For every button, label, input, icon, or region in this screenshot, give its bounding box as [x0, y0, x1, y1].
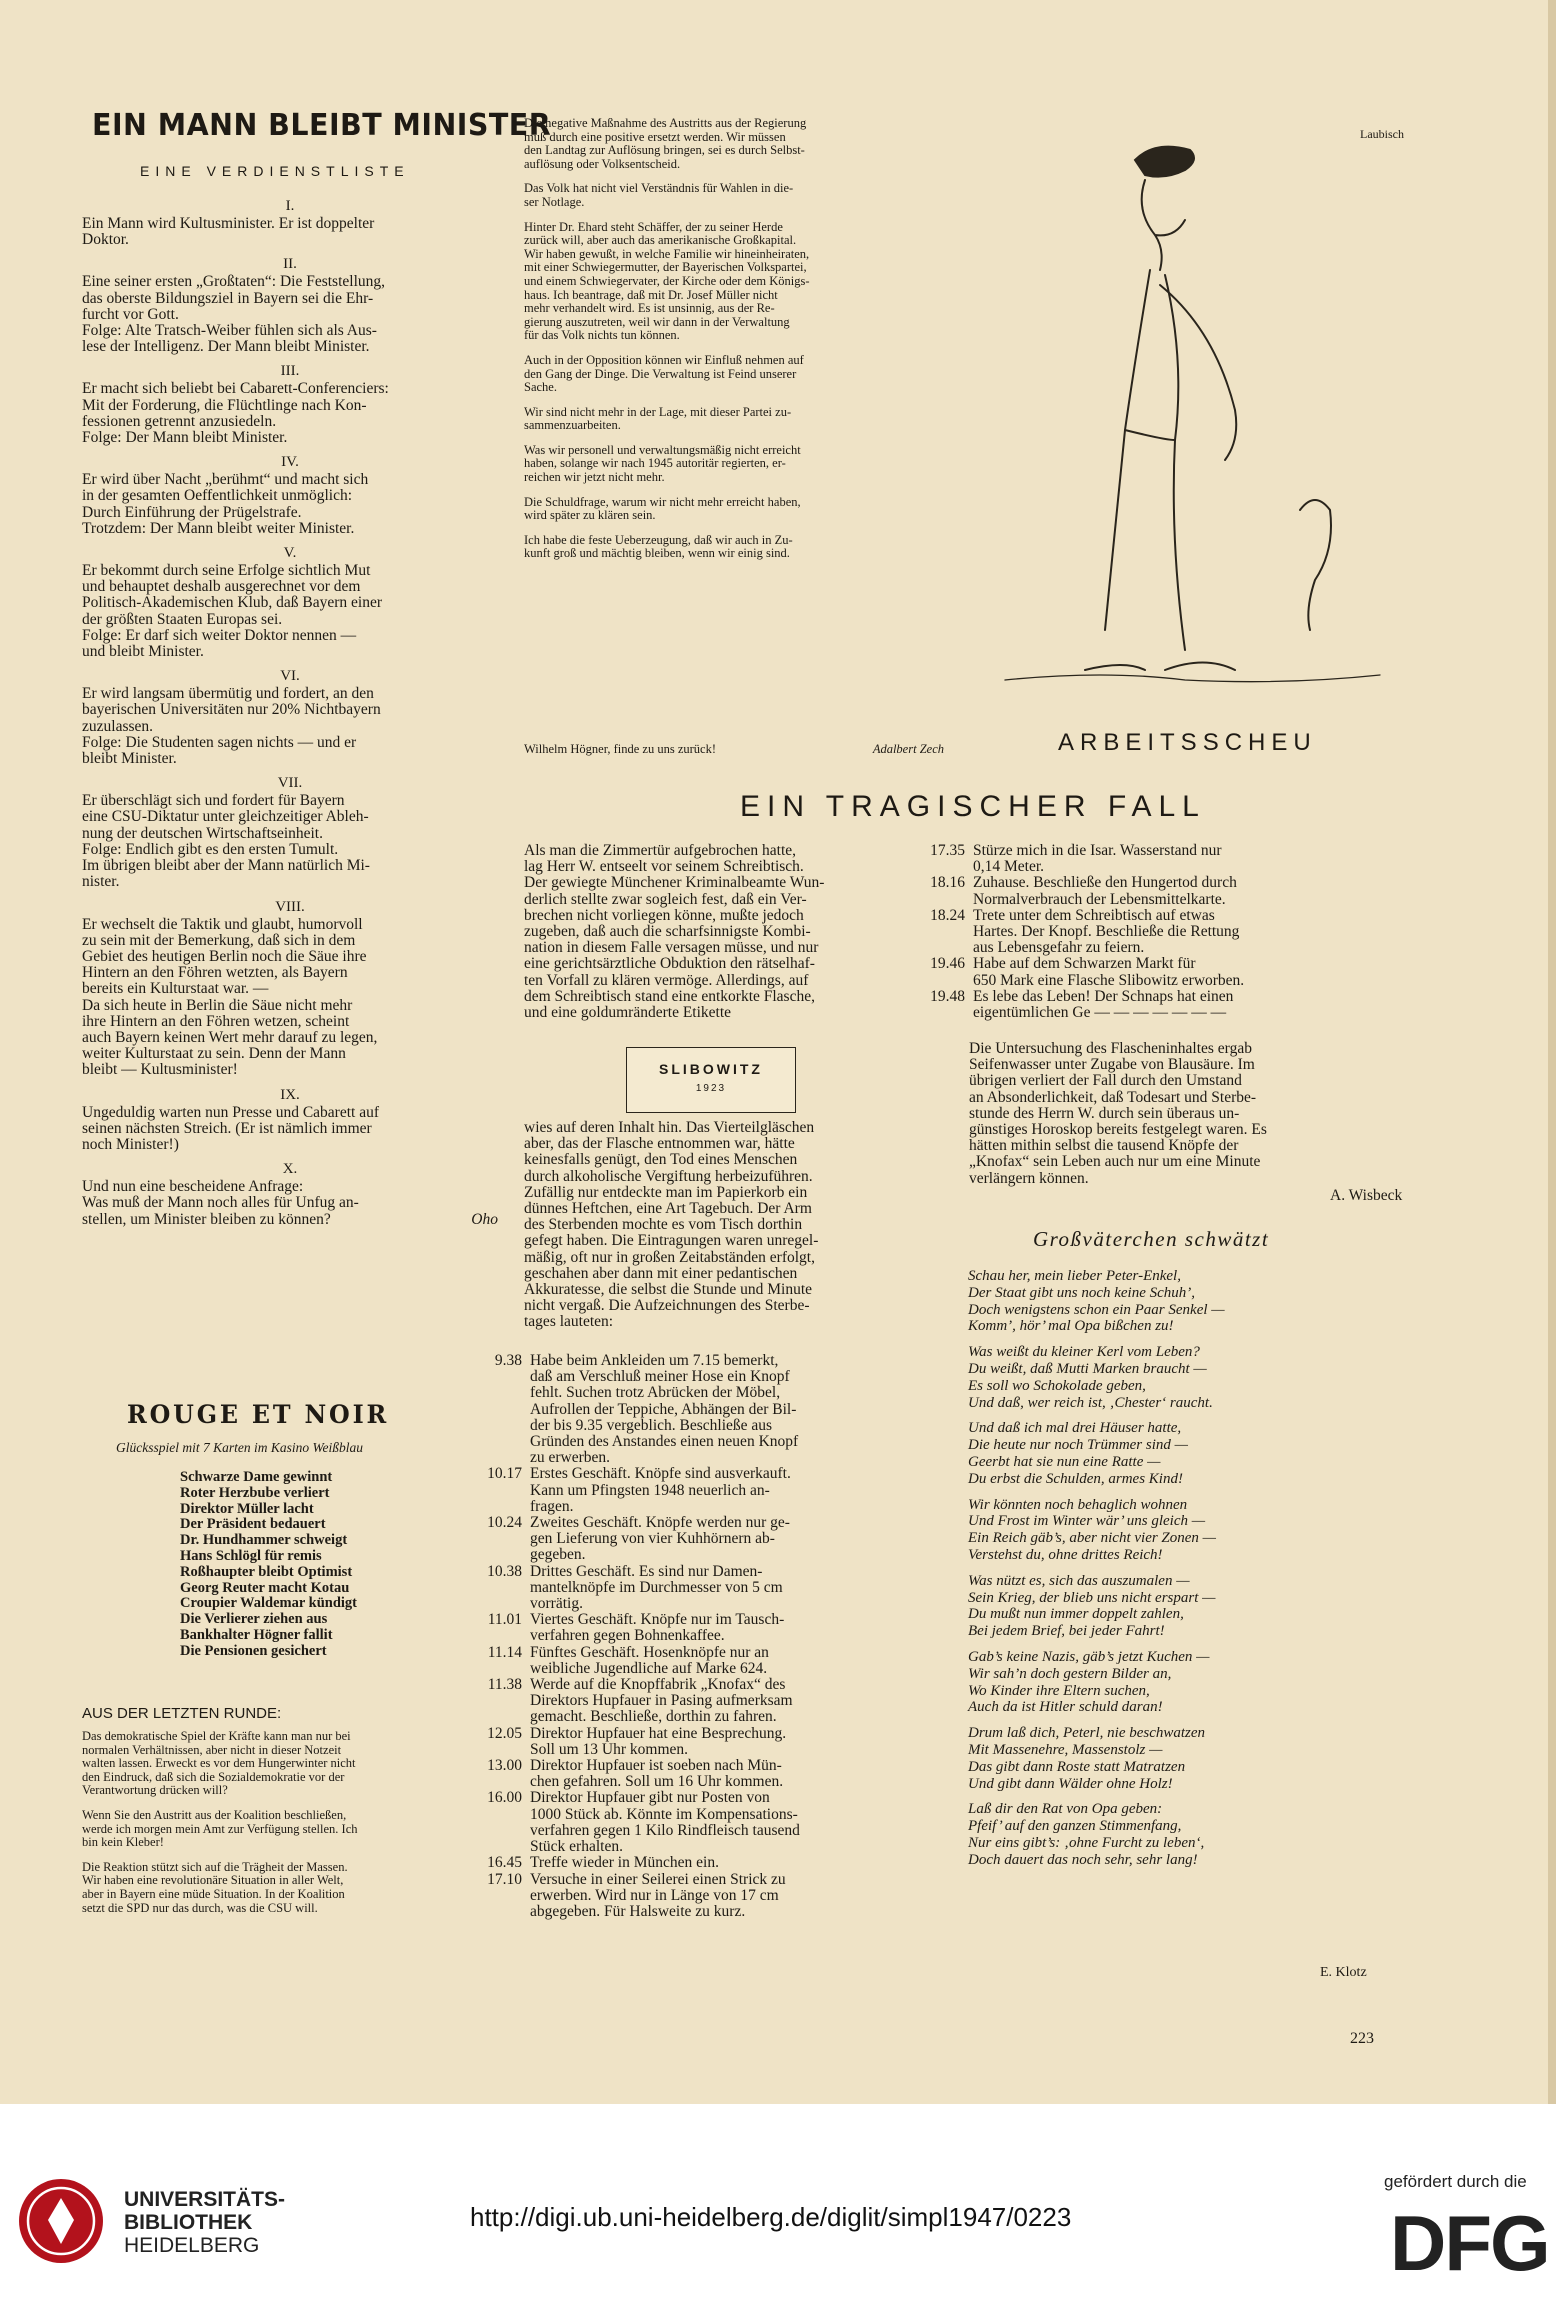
entry-time: 10.38	[487, 1562, 522, 1580]
tragic-case-intro: Als man die Zimmertür aufgebrochen hatte, lag Herr W. entseelt vor seinem Schreibtisch. Der gewiegte Münchener Kriminalbeamte Wun- derlich stellte zwar sogleich fest, daß ein Ver- brechen nicht vorliegen könne, mußte jedoch zugeben, daß auch die scharfsinnigste Kombi- nation in diesem Falle versagen müsse, und nur eine gerichtsärztliche Obduktion den rätselhaf- ten Vorfall zu klären vermöge. Allerdings, auf dem Schreibtisch stand eine entkorkte Flasche, und eine goldumränderte Etikette	[524, 842, 825, 1022]
quote-paragraph: Die Reaktion stützt sich auf die Trägheit der Massen. Wir haben eine revolutionäre Situation in aller Welt, aber in Bayern eine müde Situation. In der Koalition setzt die SPD nur das durch, was die CSU will.	[82, 1859, 348, 1915]
quotes-signature	[524, 742, 954, 757]
section-3	[82, 363, 498, 446]
quote-paragraph: Die Schuldfrage, warum wir nicht mehr erreicht haben, wird später zu klären sein.	[524, 494, 801, 523]
entry-text: Drittes Geschäft. Es sind nur Damen- mantelknöpfe im Durchmesser von 5 cm vorrätig.	[530, 1562, 783, 1613]
article-author: Oho	[471, 1210, 498, 1228]
tragic-case-body: wies auf deren Inhalt hin. Das Vierteilgläschen aber, das der Flasche entnommen war, hätte keinesfalls genügt, den Tod eines Menschen durch alkoholische Vergiftung herbeizuführen. Zufällig nur entdeckte man im Papierkorb ein dünnes Heftchen, eine Art Tagebuch. Der Arm des Sterbenden mochte es vom Tisch dorthin gefegt haben. Die Eintragungen waren unregel- mäßig, oft nur in großen Zeitabständen erfolgt, geschahen aber dann mit einer pedantischen Akkuratesse, die selbst die Stunde und Minute nicht vergaß. Die Aufzeichnungen des Sterbe- tages lauteten:	[524, 1119, 819, 1331]
quote-paragraph: Das Volk hat nicht viel Verständnis für Wahlen in die- ser Notlage.	[524, 181, 794, 209]
rouge-item: Roßhaupter bleibt Optimist	[180, 1563, 353, 1580]
rouge-item: Die Verlierer ziehen aus	[180, 1611, 328, 1628]
section-number: X.	[282, 1161, 298, 1178]
tragic-case-title: EIN TRAGISCHER FALL	[740, 790, 1206, 823]
uni-line-2: BIBLIOTHEK	[124, 2211, 253, 2234]
entry-time: 16.45	[487, 1854, 522, 1872]
rouge-et-noir-list	[180, 1470, 480, 1660]
section-2	[82, 256, 498, 355]
section-text: Ein Mann wird Kultusminister. Er ist doppelter Doktor.	[82, 215, 375, 249]
section-number: VI.	[280, 668, 300, 685]
entry-text: Es lebe das Leben! Der Schnaps hat einen eigentümlichen Ge — — — — — — —	[973, 987, 1234, 1022]
article-subtitle-minister: EINE VERDIENSTLISTE	[140, 163, 410, 179]
poem-body	[968, 1268, 1398, 1878]
article-title-minister: EIN MANN BLEIBT MINISTER	[92, 108, 552, 143]
poem-stanza	[968, 1497, 1398, 1564]
poem-line: Und daß, wer reich ist, ‚Chester‘ raucht.	[968, 1394, 1213, 1411]
poem-line: Laß dir den Rat von Opa geben:	[968, 1801, 1163, 1818]
rouge-item: Dr. Hundhammer schweigt	[180, 1532, 348, 1549]
section-4	[82, 454, 498, 537]
rouge-item: Hans Schlögl für remis	[180, 1547, 322, 1564]
rouge-et-noir-title: ROUGE ET NOIR	[127, 1400, 390, 1429]
entry-time: 18.24	[930, 906, 965, 924]
poem-line: Nur eins gibt’s: ‚ohne Furcht zu leben‘,	[968, 1834, 1205, 1851]
label-year: 1923	[695, 1083, 727, 1094]
quote-paragraph: Die negative Maßnahme des Austritts aus der Regierung muß durch eine positive ersetzt werden. Wir müssen den Landtag zur Auflösung bringen, sei es durch Selbst- auflösung oder Volksentscheid.	[524, 116, 807, 171]
diary-entry	[474, 1515, 954, 1564]
poem-line: Wir sah’n doch gestern Bilder an,	[968, 1665, 1172, 1682]
rouge-item: Roter Herzbube verliert	[180, 1484, 330, 1501]
poem-line: Das gibt dann Roste statt Matratzen	[968, 1758, 1186, 1775]
quote-paragraph: Ich habe die feste Ueberzeugung, daß wir auch in Zu- kunft groß und mächtig bleiben, wenn wir einig sind.	[524, 532, 793, 561]
rouge-item: Der Präsident bedauert	[180, 1516, 326, 1533]
poem-line: Schau her, mein lieber Peter-Enkel,	[968, 1268, 1181, 1284]
diary-entries-a	[474, 1353, 954, 1920]
last-round-quotes	[82, 1730, 502, 1926]
uni-line-1: UNIVERSITÄTS-	[124, 2188, 286, 2211]
section-text: Er wird langsam übermütig und fordert, an den bayerischen Universitäten nur 20% Nichtbayern zuzulassen. Folge: Die Studenten sagen nichts — und er bleibt Minister.	[82, 685, 381, 768]
diary-entry	[474, 1758, 954, 1790]
label-name: SLIBOWITZ	[659, 1061, 763, 1077]
poem-stanza	[968, 1268, 1398, 1335]
poem-line: Was weißt du kleiner Kerl vom Leben?	[968, 1344, 1200, 1361]
entry-text: Habe auf dem Schwarzen Markt für 650 Mark eine Flasche Slibowitz erworben.	[973, 955, 1245, 989]
section-number: VIII.	[275, 898, 305, 915]
entry-time: 12.05	[487, 1724, 522, 1742]
entry-text: Werde auf die Knopffabrik „Knofax“ des Direktors Hupfauer in Pasing aufmerksam gemacht. Beschließe, dorthin zu fahren.	[530, 1676, 793, 1726]
rouge-et-noir-subtitle: Glücksspiel mit 7 Karten im Kasino Weißblau	[116, 1440, 363, 1455]
entry-text: Trete unter dem Schreibtisch auf etwas Hartes. Der Knopf. Beschließe die Rettung aus Lebensgefahr zu feiern.	[973, 906, 1240, 957]
entry-time: 10.24	[487, 1514, 522, 1532]
entry-text: Viertes Geschäft. Knöpfe nur im Tausch- verfahren gegen Bohnenkaffee.	[530, 1611, 785, 1645]
entry-time: 9.38	[494, 1352, 522, 1369]
poem-line: Und Frost im Winter wär’ uns gleich —	[968, 1513, 1206, 1530]
rouge-item: Croupier Waldemar kündigt	[180, 1595, 357, 1612]
entry-text: Zweites Geschäft. Knöpfe werden nur ge- gen Lieferung von vier Kuhhörnern ab- gegeben.	[530, 1514, 790, 1564]
poem-line: Du erbst die Schulden, armes Kind!	[968, 1470, 1183, 1487]
section-number: V.	[283, 545, 297, 562]
poem-line: Pfeif’ auf den ganzen Stimmenfang,	[968, 1818, 1182, 1835]
poem-stanza	[968, 1573, 1398, 1640]
minister-sections	[82, 190, 498, 1228]
last-round-heading: AUS DER LETZTEN RUNDE:	[82, 1705, 282, 1722]
section-number: II.	[283, 256, 297, 273]
poem-line: Mit Massenehre, Massenstolz —	[968, 1741, 1163, 1758]
poem-line: Es soll wo Schokolade geben,	[968, 1377, 1146, 1394]
cartoon-drawing	[985, 110, 1385, 710]
funded-by-text: gefördert durch die	[1384, 2172, 1527, 2191]
cartoon-caption: ARBEITSSCHEU	[1058, 729, 1317, 756]
signature-right: Adalbert Zech	[872, 742, 944, 756]
tragic-case-author: A. Wisbeck	[1330, 1187, 1403, 1204]
diary-entries-b	[917, 843, 1397, 1021]
poem-line: Du mußt nun immer doppelt zahlen,	[968, 1606, 1184, 1623]
entry-text: Versuche in einer Seilerei einen Strick zu erwerben. Wird nur in Länge von 17 cm abgegeben. Für Halsweite zu kurz.	[530, 1870, 786, 1920]
entry-time: 19.48	[930, 987, 965, 1005]
poem-line: Der Staat gibt uns noch keine Schuh’,	[968, 1284, 1196, 1301]
section-number: III.	[280, 363, 300, 380]
section-6	[82, 668, 498, 767]
poem-line: Verstehst du, ohne drittes Reich!	[968, 1546, 1163, 1563]
poem-line: Gab’s keine Nazis, gäb’s jetzt Kuchen —	[968, 1648, 1210, 1665]
rouge-item: Georg Reuter macht Kotau	[180, 1579, 350, 1596]
diary-entry	[474, 1612, 954, 1644]
university-library-name	[124, 2188, 285, 2257]
section-text: Er bekommt durch seine Erfolge sichtlich Mut und behauptet deshalb ausgerechnet vor dem Politisch-Akademischen Klub, daß Bayern einer der größten Staaten Europas sei. Folge: Er darf sich weiter Doktor nennen — und bleibt Minister.	[82, 562, 383, 661]
entry-time: 11.01	[487, 1611, 522, 1629]
rouge-item: Direktor Müller lacht	[180, 1500, 314, 1517]
diary-entry	[917, 875, 1397, 907]
entry-time: 16.00	[487, 1789, 522, 1807]
section-text: Er wechselt die Taktik und glaubt, humorvoll zu sein mit der Bemerkung, daß sich in dem Gebiet des heutigen Berlin noch die Säue ihre Hintern an den Föhren wetzten, als Bayern bereits ein Kulturstaat war. — Da sich heute in Berlin die Säue nicht mehr ihre Hintern an den Föhren wetzen, scheint auch Bayern keinen Wert mehr darauf zu legen, weiter Kulturstaat zu sein. Denn der Mann bleibt — Kultusminister!	[82, 915, 378, 1079]
section-text: Ungeduldig warten nun Presse und Cabarett auf seinen nächsten Streich. (Er ist nämlich immer noch Minister!)	[82, 1103, 380, 1153]
cartoon-hat	[1135, 147, 1194, 177]
section-number: I.	[285, 198, 295, 214]
poem-line: Wo Kinder ihre Eltern suchen,	[968, 1682, 1150, 1699]
poem-stanza	[968, 1725, 1398, 1792]
diary-entry	[474, 1855, 954, 1871]
entry-text: Erstes Geschäft. Knöpfe sind ausverkauft. Kann um Pfingsten 1948 neuerlich an- fragen.	[530, 1465, 791, 1515]
rouge-item: Schwarze Dame gewinnt	[180, 1469, 333, 1485]
entry-time: 11.38	[487, 1676, 522, 1694]
entry-time: 17.10	[487, 1870, 522, 1888]
diary-entry	[917, 908, 1397, 957]
poem-line: Drum laß dich, Peterl, nie beschwatzen	[968, 1725, 1206, 1742]
poem-line: Sein Krieg, der blieb uns nicht erspart —	[968, 1589, 1216, 1606]
diary-entry	[917, 989, 1397, 1021]
section-text: Er überschlägt sich und fordert für Bayern eine CSU-Diktatur unter gleichzeitiger Ableh- nung der deutschen Wirtschaftseinheit. Folge: Endlich gibt es den ersten Tumult. Im übrigen bleibt aber der Mann natürlich Mi- nister.	[82, 792, 370, 891]
slibowitz-label	[626, 1047, 796, 1113]
diary-entry	[474, 1466, 954, 1515]
diary-entry	[474, 1726, 954, 1758]
section-text: Eine seiner ersten „Großtaten“: Die Feststellung, das oberste Bildungsziel in Bayern sei die Ehr- furcht vor Gott. Folge: Alte Tratsch-Weiber fühlen sich als Aus- lese der Intelligenz. Der Mann bleibt Minister.	[82, 273, 386, 356]
poem-line: Geerbt hat sie nun eine Ratte —	[968, 1453, 1161, 1470]
entry-time: 11.14	[487, 1643, 522, 1661]
diary-entry	[474, 1677, 954, 1726]
poem-line: Was nützt es, sich das auszumalen —	[968, 1572, 1190, 1589]
entry-time: 17.35	[930, 842, 965, 859]
page-number: 223	[1350, 2030, 1374, 2047]
poem-author: E. Klotz	[1320, 1965, 1367, 1980]
uni-line-3: HEIDELBERG	[124, 2234, 260, 2257]
poem-title: Großväterchen schwätzt	[1033, 1227, 1270, 1251]
footer-bar	[0, 2104, 1556, 2301]
poem-stanza	[968, 1420, 1398, 1487]
poem-line: Doch dauert das noch sehr, sehr lang!	[968, 1851, 1198, 1868]
entry-text: Zuhause. Beschließe den Hungertod durch Normalverbrauch der Lebensmittelkarte.	[973, 874, 1237, 908]
entry-text: Fünftes Geschäft. Hosenknöpfe nur an weibliche Jugendliche auf Marke 624.	[530, 1643, 769, 1677]
rouge-item: Bankhalter Högner fallit	[180, 1626, 333, 1643]
diary-entry	[474, 1353, 954, 1466]
poem-line: Und daß ich mal drei Häuser hatte,	[968, 1420, 1182, 1437]
section-7	[82, 775, 498, 890]
entry-text: Direktor Hupfauer gibt nur Posten von 1000 Stück ab. Könnte im Kompensations- verfahren gegen 1 Kilo Rindfleisch tausend Stück erhalten.	[530, 1789, 800, 1856]
poem-line: Doch wenigstens schon ein Paar Senkel —	[968, 1301, 1225, 1318]
quote-paragraph: Das demokratische Spiel der Kräfte kann man nur bei normalen Verhältnissen, aber nicht in dieser Notzeit walten lassen. Erweckt es vor dem Hungerwinter nicht den Eindruck, daß sich die Sozialdemokratie vor der Verantwortung drücken will?	[82, 1729, 356, 1798]
signature-left: Wilhelm Högner, finde zu uns zurück!	[524, 742, 716, 756]
tragic-case-conclusion: Die Untersuchung des Flascheninhaltes ergab Seifenwasser unter Zugabe von Blausäure. Im übrigen verliert der Fall durch den Umstand an Absonderlichkeit, daß Todesart und Sterbe- stunde des Herrn W. durch sein überaus un- günstiges Horoskop bereits festgelegt waren. Es hätten mithin selbst die tausend Knöpfe der „Knofax“ sein Leben auch nur um eine Minute verlängern können.	[969, 1040, 1267, 1187]
diary-entry	[474, 1645, 954, 1677]
entry-text: Treffe wieder in München ein.	[530, 1854, 719, 1872]
party-quotes	[524, 117, 954, 572]
poem-stanza	[968, 1801, 1398, 1868]
entry-text: Habe beim Ankleiden um 7.15 bemerkt, daß am Verschluß meiner Hose ein Knopf fehlt. Suchen trotz Abrücken der Möbel, Aufrollen der Teppiche, Abhängen der Bil- der bis 9.35 vergeblich. Beschließe aus Gründen des Anstandes einen neuen Knopf zu erwerben.	[530, 1352, 799, 1467]
dfg-logo: DFG	[1390, 2199, 1549, 2287]
section-text: Und nun eine bescheidene Anfrage: Was muß der Mann noch alles für Unfug an- stellen, um Minister bleiben zu können?	[82, 1178, 359, 1228]
university-seal-icon	[16, 2176, 106, 2266]
section-5	[82, 545, 498, 660]
section-number: VII.	[277, 775, 303, 792]
diary-entry	[917, 956, 1397, 988]
poem-line: Ein Reich gäb’s, aber nicht vier Zonen —	[968, 1530, 1217, 1547]
entry-text: Stürze mich in die Isar. Wasserstand nur 0,14 Meter.	[973, 842, 1222, 876]
poem-line: Und gibt dann Wälder ohne Holz!	[968, 1775, 1173, 1792]
entry-time: 13.00	[487, 1757, 522, 1775]
poem-line: Die heute nur noch Trümmer sind —	[968, 1437, 1188, 1454]
poem-stanza	[968, 1649, 1398, 1716]
quote-paragraph: Auch in der Opposition können wir Einfluß nehmen auf den Gang der Dinge. Die Verwaltung ist Feind unserer Sache.	[524, 352, 804, 395]
diary-entry	[474, 1564, 954, 1613]
section-text: Er wird über Nacht „berühmt“ und macht sich in der gesamten Oeffentlichkeit unmöglich: Durch Einführung der Prügelstrafe. Trotzdem: Der Mann bleibt weiter Minister.	[82, 471, 369, 537]
entry-text: Direktor Hupfauer ist soeben nach Mün- chen gefahren. Soll um 16 Uhr kommen.	[530, 1757, 784, 1791]
section-number: IV.	[281, 454, 299, 471]
quote-paragraph: Wenn Sie den Austritt aus der Koalition beschließen, werde ich morgen mein Amt zur Verfügung stellen. Ich bin kein Kleber!	[82, 1807, 358, 1850]
diary-entry	[474, 1790, 954, 1855]
poem-line: Auch da ist Hitler schuld daran!	[968, 1699, 1163, 1716]
entry-time: 18.16	[930, 874, 965, 892]
poem-line: Du weißt, daß Mutti Marken braucht —	[968, 1360, 1207, 1377]
poem-line: Komm’, hör’ mal Opa bißchen zu!	[968, 1318, 1174, 1335]
section-text: Er macht sich beliebt bei Cabarett-Conferenciers: Mit der Forderung, die Flüchtlinge nach Kon- fessionen getrennt anzusiedeln. Folge: Der Mann bleibt Minister.	[82, 380, 389, 447]
section-8	[82, 899, 498, 1079]
diary-entry	[917, 843, 1397, 875]
quote-paragraph: Wir sind nicht mehr in der Lage, mit dieser Partei zu- sammenzuarbeiten.	[524, 404, 792, 433]
poem-line: Bei jedem Brief, bei jeder Fahrt!	[968, 1623, 1165, 1640]
entry-text: Direktor Hupfauer hat eine Besprechung. Soll um 13 Uhr kommen.	[530, 1724, 787, 1758]
entry-time: 10.17	[487, 1465, 522, 1483]
entry-time: 19.46	[930, 955, 965, 973]
section-number: IX.	[280, 1086, 300, 1103]
cartoon-artist: Laubisch	[1360, 127, 1404, 141]
quote-paragraph: Was wir personell und verwaltungsmäßig nicht erreicht haben, solange wir nach 1945 autoritär regierten, er- reichen wir jetzt nicht mehr.	[524, 442, 801, 485]
permalink-url[interactable]: http://digi.ub.uni-heidelberg.de/diglit/simpl1947/0223	[470, 2202, 1072, 2232]
poem-line: Wir könnten noch behaglich wohnen	[968, 1496, 1188, 1513]
section-1	[82, 198, 498, 248]
quote-paragraph: Hinter Dr. Ehard steht Schäffer, der zu seiner Herde zurück will, aber auch das amerikanische Großkapital. Wir haben gewußt, in welche Familie wir hineinheiraten, mit einer Schwiegermutter, der Bayerischen Volkspartei, und einem Schwiegervater, der Kirche oder dem Königs- haus. Ich beantrage, daß mit Dr. Josef Müller nicht mehr verhandelt wird. Es ist unsinnig, aus der Re- gierung auszutreten, weil wir dann in der Verwaltung für das Volk nichts tun können.	[524, 219, 810, 343]
poem-stanza	[968, 1344, 1398, 1411]
rouge-item: Die Pensionen gesichert	[180, 1642, 327, 1659]
diary-entry	[474, 1872, 954, 1921]
section-9	[82, 1087, 498, 1154]
